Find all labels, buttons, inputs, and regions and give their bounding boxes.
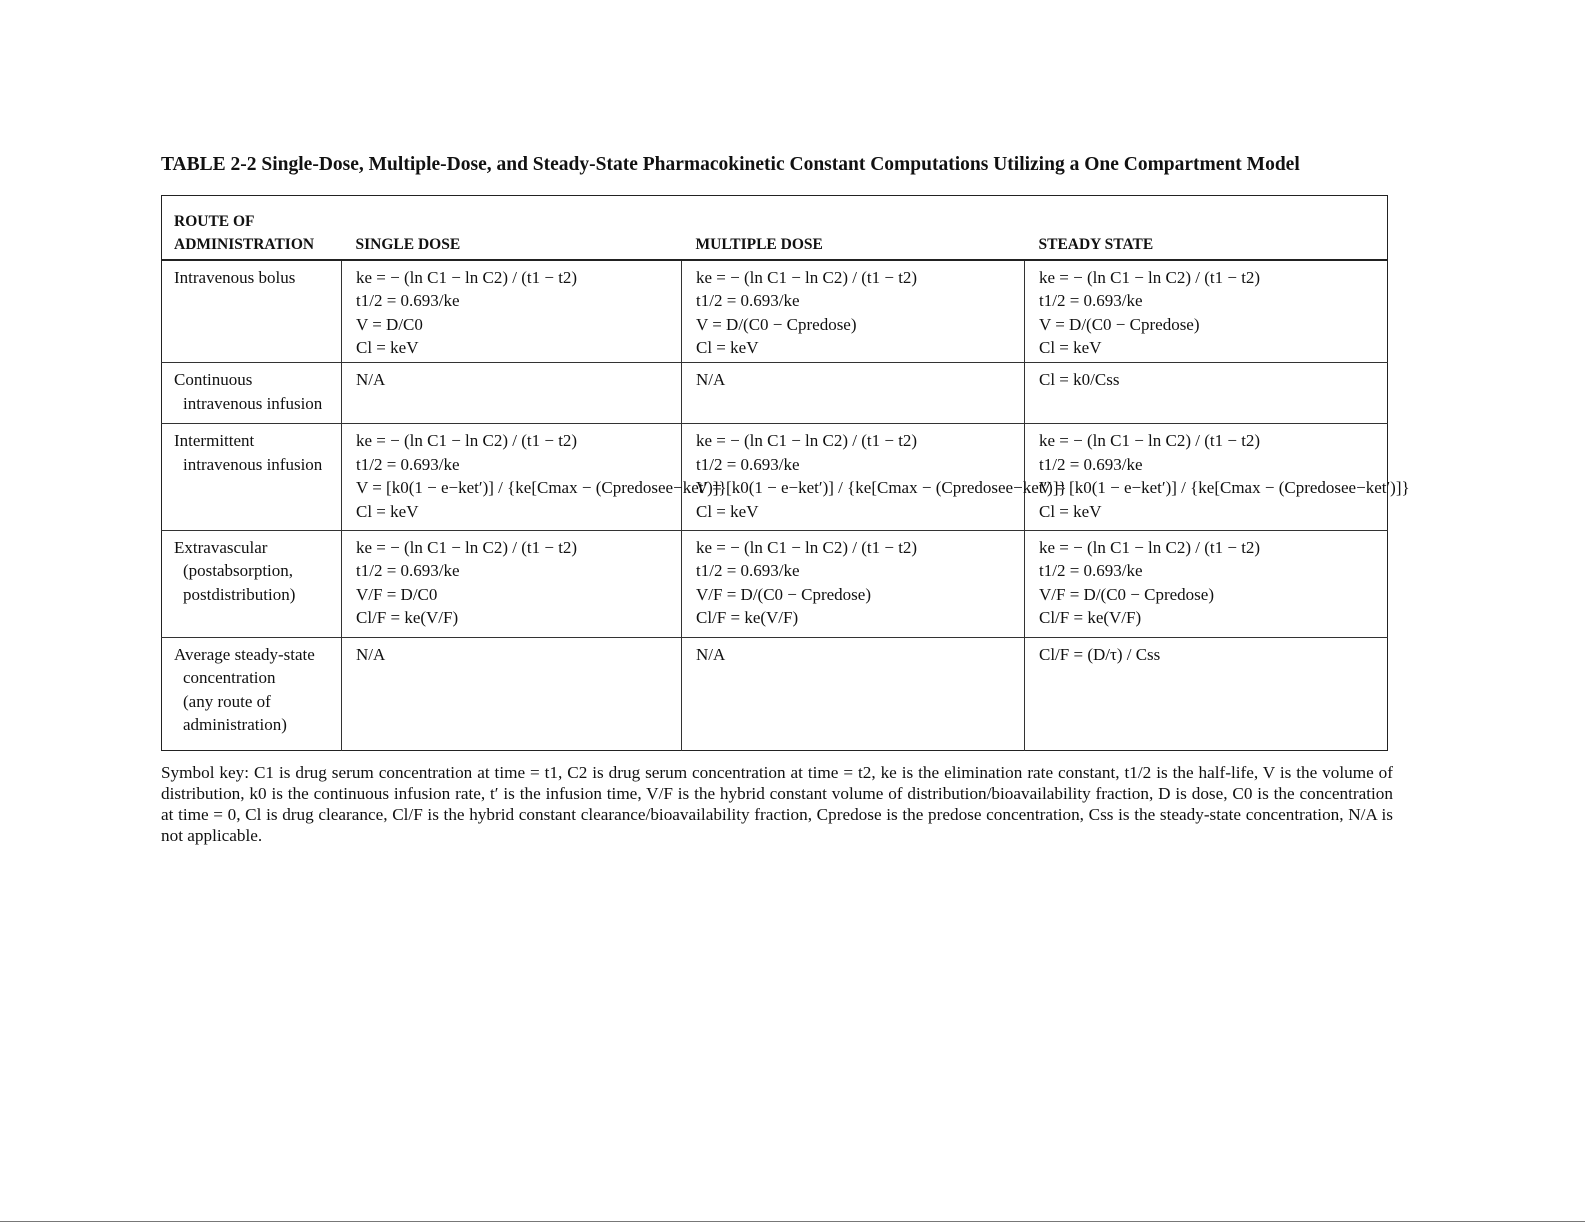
formula-line: t1/2 = 0.693/ke <box>356 561 460 581</box>
route-label-line: Intermittent <box>174 431 255 451</box>
steady-state-cell <box>1025 530 1388 637</box>
formula-line: ke = − (ln C1 − ln C2) / (t1 − t2) <box>1039 267 1261 287</box>
row-continuous-infusion <box>162 363 1388 424</box>
steady-state-cell <box>1025 637 1388 750</box>
route-cell <box>162 637 342 750</box>
formula-line: t1/2 = 0.693/ke <box>1039 561 1143 581</box>
multiple-dose-cell <box>682 637 1025 750</box>
table-title: TABLE 2-2 Single-Dose, Multiple-Dose, and Steady-State Pharmacokinetic Constant Computations Utilizing a One Compartment Model <box>161 154 1300 175</box>
route-label-line: Intravenous bolus <box>174 267 296 287</box>
formula-line: t1/2 = 0.693/ke <box>696 561 800 581</box>
symbol-key <box>161 762 1393 846</box>
formula-line: ke = − (ln C1 − ln C2) / (t1 − t2) <box>696 537 918 557</box>
multiple-dose-cell <box>682 424 1067 530</box>
multiple-dose-cell <box>682 530 1025 637</box>
formula-line: Cl/F = (D/τ) / Css <box>1039 644 1161 664</box>
formula-line: N/A <box>696 370 726 390</box>
route-cell <box>162 260 342 363</box>
formula-line: V/F = D/(C0 − Cpredose) <box>1039 584 1214 604</box>
row-extravascular <box>162 530 1388 637</box>
formula-line: V = [k0(1 − e−ket′)] / {ke[Cmax − (Cpredosee−ket′)]} <box>1039 478 1410 498</box>
formula-line: Cl/F = ke(V/F) <box>1039 608 1142 628</box>
formula-line: V = [k0(1 − e−ket′)] / {ke[Cmax − (Cpredosee−ket′)]} <box>696 478 1067 498</box>
formula-line: Cl = k0/Css <box>1039 370 1120 390</box>
formula-line: Cl = keV <box>1039 338 1102 357</box>
formula-line: N/A <box>356 644 386 664</box>
route-label-line: administration) <box>183 715 287 735</box>
formula-line: V/F = D/(C0 − Cpredose) <box>696 584 871 604</box>
formula-line: ke = − (ln C1 − ln C2) / (t1 − t2) <box>696 431 918 451</box>
multiple-dose-cell <box>682 260 1025 363</box>
formula-line: t1/2 = 0.693/ke <box>356 291 460 310</box>
formula-line: t1/2 = 0.693/ke <box>1039 454 1143 474</box>
formula-line: t1/2 = 0.693/ke <box>696 291 800 310</box>
formula-line: Cl/F = ke(V/F) <box>696 608 799 628</box>
header-single-dose: SINGLE DOSE <box>342 196 682 260</box>
formula-line: N/A <box>696 644 726 664</box>
formula-line: N/A <box>356 370 386 390</box>
multiple-dose-cell <box>682 363 1025 424</box>
route-label-line: Average steady-state <box>174 644 315 664</box>
formula-line: Cl = keV <box>356 501 419 521</box>
formula-line: Cl = keV <box>356 338 419 357</box>
route-label-line: Extravascular <box>174 537 268 557</box>
formula-line: t1/2 = 0.693/ke <box>696 454 800 474</box>
route-cell <box>162 363 342 424</box>
formula-line: Cl = keV <box>696 501 759 521</box>
formula-line: t1/2 = 0.693/ke <box>356 454 460 474</box>
formula-line: ke = − (ln C1 − ln C2) / (t1 − t2) <box>696 267 918 287</box>
table-header-row <box>162 196 1388 260</box>
single-dose-cell <box>342 260 682 363</box>
steady-state-cell <box>1025 260 1388 363</box>
header-route-line2: ADMINISTRATION <box>174 236 315 253</box>
formula-line: ke = − (ln C1 − ln C2) / (t1 − t2) <box>1039 537 1261 557</box>
formula-line: Cl = keV <box>696 338 759 357</box>
single-dose-cell <box>342 363 682 424</box>
steady-state-cell <box>1025 363 1388 424</box>
header-route <box>162 196 342 260</box>
single-dose-cell <box>342 530 682 637</box>
route-label-line: intravenous infusion <box>183 393 323 413</box>
formula-line: V/F = D/C0 <box>356 584 438 604</box>
symbol-key-text: Symbol key: C1 is drug serum concentration at time = t1, C2 is drug serum concentration at time = t2, ke is the elimination rate constant, t1/2 is the half-life, V is the volume of distribution, k0 is the continuous infusion rate, t′ is the infusion time, V/F is the hybrid constant volume of distribution/bioavailability fraction, D is dose, C0 is the concentration at time = 0, Cl is drug clearance, Cl/F is the hybrid constant clearance/bioavailability fraction, Cpredose is the predose concentration, Css is the steady-state concentration, N/A is not applicable. <box>161 763 1393 845</box>
route-cell <box>162 424 342 530</box>
page-bottom-rule <box>0 1221 1585 1222</box>
route-label-line: concentration <box>183 668 276 688</box>
route-cell <box>162 530 342 637</box>
route-label-line: postdistribution) <box>183 584 296 604</box>
formula-line: ke = − (ln C1 − ln C2) / (t1 − t2) <box>356 431 578 451</box>
formula-line: V = D/(C0 − Cpredose) <box>696 314 857 334</box>
route-label-line: Continuous <box>174 370 253 390</box>
header-steady-state: STEADY STATE <box>1025 196 1388 260</box>
formula-line: ke = − (ln C1 − ln C2) / (t1 − t2) <box>356 537 578 557</box>
header-route-line1: ROUTE OF <box>174 212 255 230</box>
steady-state-cell <box>1025 424 1410 530</box>
formula-line: V = D/C0 <box>356 314 423 334</box>
pk-computation-table <box>161 195 1410 751</box>
header-multiple-dose: MULTIPLE DOSE <box>682 196 1025 260</box>
formula-line: ke = − (ln C1 − ln C2) / (t1 − t2) <box>356 267 578 287</box>
route-label-line: intravenous infusion <box>183 454 323 474</box>
formula-line: Cl/F = ke(V/F) <box>356 608 459 628</box>
formula-line: V = [k0(1 − e−ket′)] / {ke[Cmax − (Cpredosee−ket′)]} <box>356 478 727 498</box>
row-intermittent-infusion <box>162 424 1388 530</box>
route-label-line: (any route of <box>183 691 271 711</box>
formula-line: t1/2 = 0.693/ke <box>1039 291 1143 310</box>
row-average-steady-state <box>162 637 1388 750</box>
formula-line: V = D/(C0 − Cpredose) <box>1039 314 1200 334</box>
single-dose-cell <box>342 637 682 750</box>
formula-line: ke = − (ln C1 − ln C2) / (t1 − t2) <box>1039 431 1261 451</box>
route-label-line: (postabsorption, <box>183 561 294 581</box>
row-intravenous-bolus <box>162 260 1388 363</box>
single-dose-cell <box>342 424 727 530</box>
formula-line: Cl = keV <box>1039 501 1102 521</box>
